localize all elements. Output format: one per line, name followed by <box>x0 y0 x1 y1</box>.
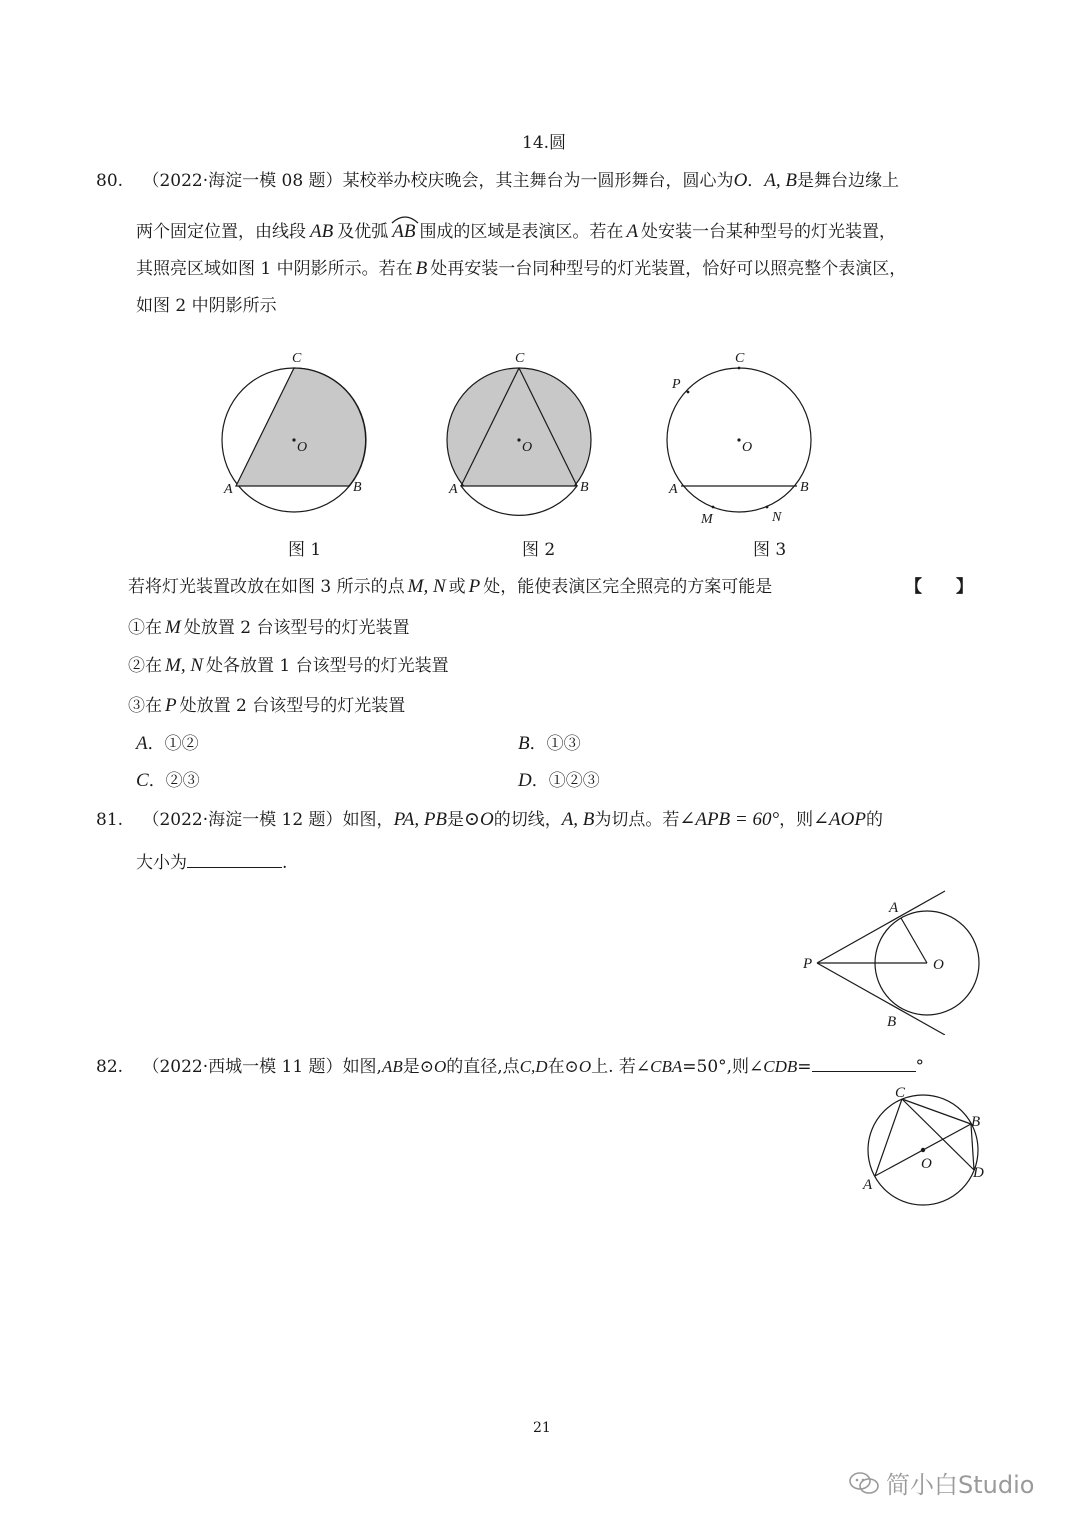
q80-line1 <box>96 170 899 192</box>
q81-text-e: ，则 <box>779 810 814 830</box>
fig3-point-P <box>687 391 690 394</box>
wechat-icon <box>848 1469 880 1497</box>
q82-label-A: A <box>863 1177 873 1193</box>
q80-line3 <box>136 258 906 280</box>
q80-figure-3 <box>655 345 830 530</box>
section-title: 14.圆 <box>522 133 567 153</box>
q82-figure <box>855 1082 995 1212</box>
option-B-letter: B <box>518 733 530 754</box>
q82-text-b: 是⊙ <box>402 1057 434 1077</box>
q81-line2-text: 大小为 <box>136 853 187 873</box>
q82-line-BD <box>971 1124 974 1170</box>
q81-answer-blank[interactable] <box>187 851 282 868</box>
q80-AB-pair: A, B <box>764 170 798 191</box>
fig3-point-M <box>712 506 715 509</box>
fig2-unlit-segment <box>461 486 577 515</box>
q80-item-3 <box>128 695 405 717</box>
q80-item-1 <box>128 617 409 639</box>
item1-b: 处放置 2 台该型号的灯光装置 <box>183 618 410 638</box>
q80-option-D[interactable] <box>518 770 600 792</box>
item1-M: M <box>165 617 181 638</box>
q80-line2-c: 围成的区域是表演区。若在 <box>419 222 624 242</box>
q82-AB: AB <box>381 1057 403 1076</box>
option-C-letter: C <box>136 770 149 791</box>
q80-question-c: 处，能使表演区完全照亮的方案可能是 <box>483 577 773 597</box>
q80-line2-b: 及优弧 <box>337 222 389 242</box>
q81-label-A: A <box>889 900 899 916</box>
fig3-label-C: C <box>735 351 745 366</box>
fig1-label-C: C <box>292 351 302 366</box>
q80-line2-d: 处安装一台某种型号的灯光装置， <box>641 222 897 242</box>
q82-source: （2022·西城一模 11 题） <box>142 1057 343 1077</box>
q82-line1 <box>96 1055 924 1078</box>
item2-MN: M, N <box>165 655 203 676</box>
q82-line-CB <box>902 1099 971 1124</box>
q80-option-B[interactable] <box>518 733 581 755</box>
fig1-label-O: O <box>297 440 308 455</box>
q82-label-O: O <box>921 1156 932 1172</box>
fig3-center-dot <box>737 438 740 441</box>
q80-figure-1 <box>210 345 380 520</box>
fig3-label-A: A <box>669 482 678 497</box>
fig3-label-N: N <box>772 510 782 525</box>
q80-option-A[interactable] <box>136 733 199 755</box>
item1-a: ①在 <box>128 618 162 638</box>
q80-question <box>128 576 772 598</box>
q80-arc-AB <box>392 221 415 243</box>
fig1-label-B: B <box>353 480 362 495</box>
arc-symbol-icon <box>390 214 420 224</box>
q80-figure-2 <box>435 345 605 520</box>
q82-text-d: 在⊙ <box>547 1057 579 1077</box>
q81-text-c: 的切线， <box>493 810 562 830</box>
q80-segment-AB: AB <box>310 221 334 242</box>
q80-line2-a: 两个固定位置，由线段 <box>136 222 306 242</box>
fig1-caption: 图 1 <box>288 540 322 560</box>
fig2-caption: 图 2 <box>522 540 556 560</box>
option-B-text: ．①③ <box>529 734 581 754</box>
q81-label-O: O <box>933 957 944 973</box>
fig2-label-B: B <box>580 480 589 495</box>
q81-text-d: 为切点。若 <box>594 810 680 830</box>
watermark <box>848 1465 1034 1500</box>
fig3-label-B: B <box>800 480 809 495</box>
page-number: 21 <box>533 1420 551 1436</box>
q81-figure <box>795 885 995 1035</box>
q80-line3-a: 其照亮区域如图 1 中阴影所示。若在 <box>136 259 413 279</box>
fig2-center-dot <box>517 438 520 441</box>
q81-angle-APB: ∠APB = 60° <box>679 809 780 830</box>
option-C-text: ．②③ <box>148 771 200 791</box>
item2-a: ②在 <box>128 656 162 676</box>
q80-line2 <box>136 221 896 243</box>
q81-end: . <box>282 853 288 873</box>
q82-CD: C,D <box>519 1057 548 1076</box>
q81-line2 <box>136 851 287 874</box>
q82-degree: ° <box>915 1057 925 1077</box>
fig3-point-N <box>766 506 769 509</box>
q80-number: 80. <box>96 171 124 191</box>
q81-line1 <box>96 809 883 831</box>
q80-item-2 <box>128 655 449 677</box>
q80-text-end: 是舞台边缘上 <box>797 171 900 191</box>
q81-AB: A, B <box>561 809 595 830</box>
fig3-label-M: M <box>701 512 713 527</box>
q80-P: P <box>468 576 481 597</box>
q82-line-CD <box>902 1099 974 1170</box>
fig1-label-A: A <box>224 482 233 497</box>
q80-A: A <box>626 221 639 242</box>
option-A-letter: A <box>136 733 148 754</box>
q82-label-D: D <box>973 1165 984 1181</box>
q80-text: 某校举办校庆晚会，其主舞台为一圆形舞台，圆心为 <box>342 171 734 191</box>
q82-text-e: 上. 若∠ <box>591 1057 651 1077</box>
q80-arc-label: AB <box>392 221 416 242</box>
q82-O: O <box>434 1057 447 1076</box>
item3-a: ③在 <box>128 696 162 716</box>
q81-text-b: 是 <box>447 810 465 830</box>
q81-text-a: 如图， <box>342 810 394 830</box>
q81-angle-AOP: ∠AOP <box>813 809 866 830</box>
q81-PA-PB: PA, PB <box>393 809 448 830</box>
q81-number: 81. <box>96 810 124 830</box>
q82-text-f: =50°,则∠ <box>682 1057 764 1077</box>
q80-question-b: 或 <box>448 577 466 597</box>
q80-answer-bracket: 【 】 <box>905 577 973 597</box>
watermark-text: 简小白Studio <box>886 1471 1035 1499</box>
q82-text-g: = <box>797 1057 812 1077</box>
q81-tangent-PA <box>817 891 945 963</box>
q82-label-B: B <box>971 1114 981 1130</box>
q80-option-C[interactable] <box>136 770 200 792</box>
option-D-text: ．①②③ <box>531 771 600 791</box>
q82-number: 82. <box>96 1057 124 1077</box>
fig3-caption: 图 3 <box>753 540 787 560</box>
q80-MN: M, N <box>407 576 446 597</box>
q81-source: （2022·海淀一模 12 题） <box>142 810 343 830</box>
option-D-letter: D <box>518 770 532 791</box>
q80-source: （2022·海淀一模 08 题） <box>142 171 343 191</box>
q82-text-c: 的直径,点 <box>446 1057 520 1077</box>
q82-answer-blank[interactable] <box>812 1055 916 1072</box>
q81-circle-O: ⊙O <box>464 809 494 830</box>
q81-label-P: P <box>803 956 813 972</box>
q80-sep: ． <box>747 171 765 191</box>
fig3-label-P: P <box>672 377 681 392</box>
q81-line-AO <box>901 918 927 963</box>
fig2-label-A: A <box>449 482 458 497</box>
q82-label-C: C <box>895 1085 906 1101</box>
option-A-text: ．①② <box>147 734 199 754</box>
q81-text-f: 的 <box>865 810 883 830</box>
q82-O2: O <box>578 1057 592 1076</box>
fig2-label-C: C <box>515 351 525 366</box>
q82-line-AC <box>875 1099 902 1176</box>
q80-question-a: 若将灯光装置改放在如图 3 所示的点 <box>128 577 405 597</box>
item3-P: P <box>165 695 177 716</box>
q82-CDB: CDB <box>763 1057 798 1076</box>
item2-b: 处各放置 1 台该型号的灯光装置 <box>206 656 449 676</box>
q81-tangent-PB <box>817 963 945 1035</box>
fig1-center-dot <box>292 438 295 441</box>
q80-line3-b: 处再安装一台同种型号的灯光装置，恰好可以照亮整个表演区， <box>430 259 907 279</box>
fig3-label-O: O <box>742 440 753 455</box>
item3-b: 处放置 2 台该型号的灯光装置 <box>179 696 406 716</box>
q82-center-dot <box>921 1148 925 1152</box>
fig2-label-O: O <box>522 440 533 455</box>
q82-text-a: 如图, <box>342 1057 382 1077</box>
q80-O: O <box>733 170 748 191</box>
fig3-point-C <box>738 367 741 370</box>
q81-label-B: B <box>887 1014 897 1030</box>
q82-CBA: CBA <box>650 1057 683 1076</box>
q80-B: B <box>415 258 428 279</box>
q80-line4: 如图 2 中阴影所示 <box>136 296 277 316</box>
